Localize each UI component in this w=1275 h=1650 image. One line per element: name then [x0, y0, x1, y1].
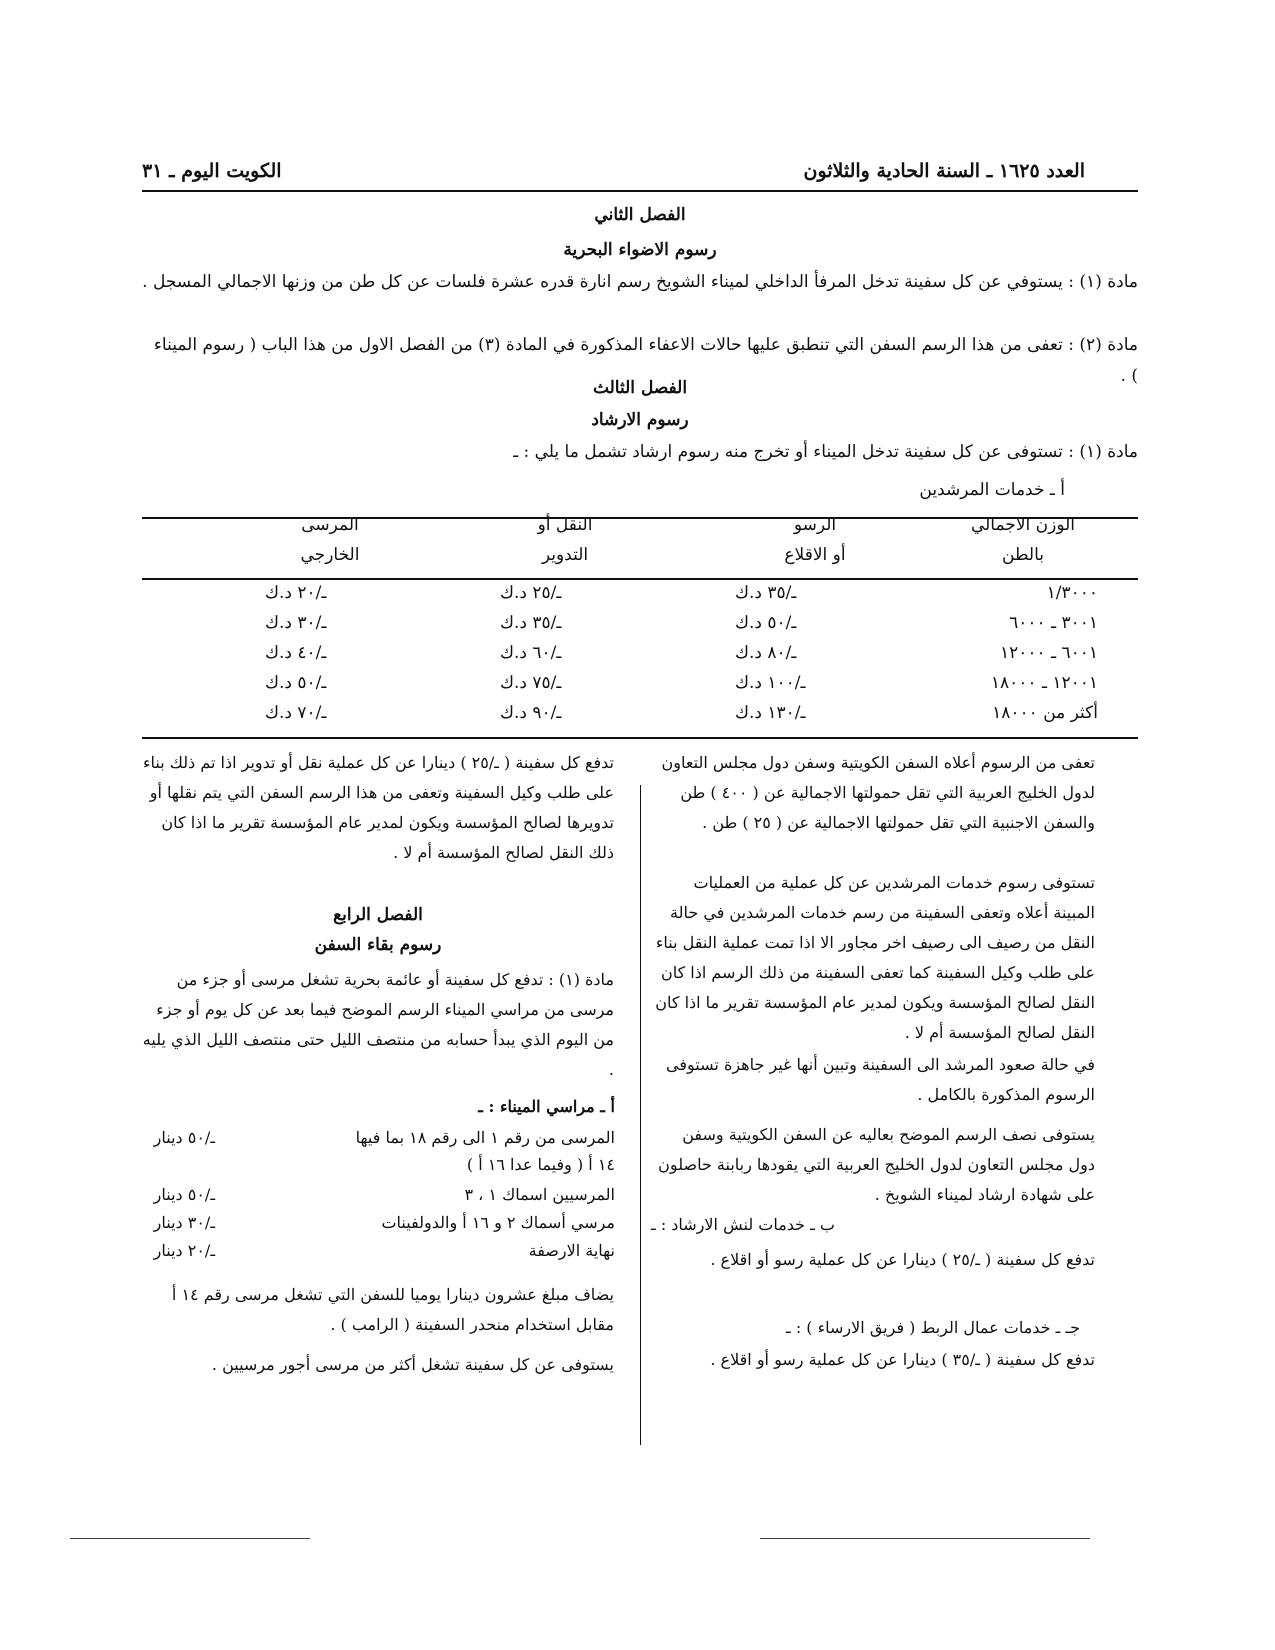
pilot-launch-heading: ب ـ خدمات لنش الارشاد : ـ — [651, 1215, 835, 1234]
mooring-crew-fee-paragraph: تدفع كل سفينة ( ـ/٣٥ ) دينارا عن كل عملية رسو أو اقلاع . — [710, 1350, 1095, 1369]
berth-description: المرسى من رقم ١ الى رقم ١٨ بما فيها — [355, 1128, 615, 1147]
anchor-fee-cell: ـ/٥٠ د.ك — [735, 613, 797, 633]
exemption-paragraph: تعفى من الرسوم أعلاه السفن الكويتية وسفن دول مجلس التعاون لدول الخليج العربية التي تقل حمولتها الاجمالية عن ( ٤٠٠ ) طن والسفن الاجنبية التي تقل حمولتها الاجمالية عن ( ٢٥ ) طن . — [661, 753, 1095, 832]
chapter3-subtitle: رسوم الارشاد — [591, 410, 689, 430]
pilot-services-heading: أ ـ خدمات المرشدين — [919, 480, 1065, 500]
port-berths-heading: أ ـ مراسي الميناء : ـ — [478, 1097, 615, 1116]
transfer-fee-cell: ـ/٩٠ د.ك — [500, 703, 562, 723]
bottom-rule-right — [760, 1538, 1090, 1539]
chapter3-title: الفصل الثالث — [592, 378, 688, 398]
outer-berth-fee-cell: ـ/٢٠ د.ك — [265, 583, 327, 603]
issue-header: العدد ١٦٢٥ ـ السنة الحادية والثلاثون — [803, 160, 1085, 182]
pilot-fee-paragraph: تستوفى رسوم خدمات المرشدين عن كل عملية من العمليات المبينة أعلاه وتعفى السفينة من رسم خدمات المرشدين في حالة النقل من رصيف الى رصيف اخر مجاور الا اذا تمت عملية النقل بناء على طلب وكيل السفينة كما تعفى السفينة من ذلك الرسم اذا كان النقل لصالح المؤسسة ويكون لمدير عام المؤسسة تقرير ما اذا كان النقل لصالح المؤسسة أم لا . — [655, 873, 1095, 1042]
weight-cell: ١/٣٠٠٠ — [1046, 583, 1098, 603]
berth-fee: ـ/٢٠ دينار — [153, 1241, 215, 1260]
anchor-fee-cell: ـ/١٠٠ د.ك — [735, 673, 806, 693]
publication-header: الكويت اليوم ـ ٣١ — [142, 160, 282, 182]
outer-berth-fee-cell: ـ/٥٠ د.ك — [265, 673, 327, 693]
pilot-launch-fee-paragraph: تدفع كل سفينة ( ـ/٢٥ ) دينارا عن كل عملية رسو أو اقلاع . — [710, 1250, 1095, 1269]
chapter3-article1: مادة (١) : تستوفى عن كل سفينة تدخل الميناء أو تخرج منه رسوم ارشاد تشمل ما يلي : ـ — [513, 442, 1138, 462]
table-bottom-rule — [142, 737, 1138, 739]
anchor-fee-cell: ـ/٨٠ د.ك — [735, 643, 797, 663]
berth-fee: ـ/٥٠ دينار — [153, 1185, 215, 1204]
half-fee-paragraph: يستوفى نصف الرسم الموضح بعاليه عن السفن الكويتية وسفن دول مجلس التعاون لدول الخليج العربية التي يقودها ربابنة حاصلون على شهادة ارشاد لميناء الشويخ . — [658, 1125, 1095, 1204]
chapter4-title: الفصل الرابع — [333, 905, 423, 925]
transfer-fee-cell: ـ/٢٥ د.ك — [500, 583, 562, 603]
anchor-header-line2: أو الاقلاع — [784, 545, 846, 565]
weight-cell: أكثر من ١٨٠٠٠ — [992, 703, 1098, 723]
chapter2-subtitle: رسوم الاضواء البحرية — [563, 240, 717, 260]
weight-header-line1: الوزن الاجمالي — [970, 515, 1076, 535]
transfer-header-line2: التدوير — [541, 545, 589, 565]
berth-fee: ـ/٥٠ دينار — [153, 1128, 215, 1147]
weight-cell: ٣٠٠١ ـ ٦٠٠٠ — [1009, 613, 1098, 633]
pilot-not-ready-paragraph: في حالة صعود المرشد الى السفينة وتبين أنها غير جاهزة تستوفى الرسوم المذكورة بالكامل . — [666, 1055, 1095, 1104]
berth-description: المرسيين اسماك ١ ، ٣ — [464, 1185, 615, 1204]
multi-berth-paragraph: يستوفى عن كل سفينة تشغل أكثر من مرسى أجور مرسيين . — [211, 1355, 614, 1374]
header-rule — [142, 190, 1138, 192]
transfer-fee-cell: ـ/٦٠ د.ك — [500, 643, 562, 663]
mooring-crew-heading: جـ ـ خدمات عمال الربط ( فريق الارساء ) : ـ — [786, 1318, 1080, 1337]
berth-description: مرسي أسماك ٢ و ١٦ أ والدولفينات — [381, 1213, 615, 1232]
chapter2-article1: مادة (١) : يستوفي عن كل سفينة تدخل المرفأ الداخلي لميناء الشويخ رسم انارة قدره عشرة فلسات عن كل طن من وزنها الاجمالي المسجل . — [142, 272, 1138, 292]
outer-berth-fee-cell: ـ/٤٠ د.ك — [265, 643, 327, 663]
transfer-fee-cell: ـ/٧٥ د.ك — [500, 673, 562, 693]
ramp-surcharge-paragraph: يضاف مبلغ عشرون دينارا يوميا للسفن التي تشغل مرسى رقم ١٤ أ مقابل استخدام منحدر السفينة ( الرامب ) . — [171, 1285, 614, 1334]
outer-header-line1: المرسى — [301, 515, 359, 535]
outer-berth-fee-cell: ـ/٣٠ د.ك — [265, 613, 327, 633]
transfer-fee-paragraph: تدفع كل سفينة ( ـ/٢٥ ) دينارا عن كل عملية نقل أو تدوير اذا تم ذلك بناء على طلب وكيل السفينة وتعفى من هذا الرسم السفن التي يتم نقلها أو تدويرها لصالح المؤسسة ويكون لمدير عام المؤسسة تقرير ما اذا كان ذلك النقل لصالح المؤسسة أم لا . — [142, 753, 614, 862]
chapter4-subtitle: رسوم بقاء السفن — [314, 935, 442, 955]
outer-header-line2: الخارجي — [300, 545, 360, 565]
weight-header-line2: بالطن — [1002, 545, 1044, 565]
column-divider — [640, 785, 641, 1445]
berth-description: نهاية الارصفة — [528, 1241, 615, 1260]
weight-cell: ٦٠٠١ ـ ١٢٠٠٠ — [1000, 643, 1098, 663]
berth-fee: ـ/٣٠ دينار — [153, 1213, 215, 1232]
chapter2-title: الفصل الثاني — [594, 205, 686, 225]
anchor-fee-cell: ـ/٣٥ د.ك — [735, 583, 797, 603]
chapter2-article2: مادة (٢) : تعفى من هذا الرسم السفن التي تنطبق عليها حالات الاعفاء المذكورة في المادة (٣) من الفصل الاول من هذا الباب ( رسوم الميناء ) . — [153, 335, 1138, 386]
transfer-header-line1: النقل أو — [537, 515, 593, 535]
transfer-fee-cell: ـ/٣٥ د.ك — [500, 613, 562, 633]
weight-cell: ١٢٠٠١ ـ ١٨٠٠٠ — [990, 673, 1098, 693]
bottom-rule-left — [70, 1538, 310, 1539]
chapter4-article1: مادة (١) : تدفع كل سفينة أو عائمة بحرية تشغل مرسى أو جزء من مرسى من مراسي الميناء الرسم الموضح فيما بعد عن كل يوم أو جزء من اليوم الذي يبدأ حسابه من منتصف الليل حتى منتصف الليل الذي يليه . — [142, 970, 614, 1079]
table-header-rule — [142, 578, 1138, 580]
outer-berth-fee-cell: ـ/٧٠ د.ك — [265, 703, 327, 723]
berth-note: ١٤ أ ( وفيما عدا ١٦ أ ) — [466, 1155, 615, 1174]
anchor-header-line1: الرسو — [793, 515, 837, 535]
anchor-fee-cell: ـ/١٣٠ د.ك — [735, 703, 806, 723]
